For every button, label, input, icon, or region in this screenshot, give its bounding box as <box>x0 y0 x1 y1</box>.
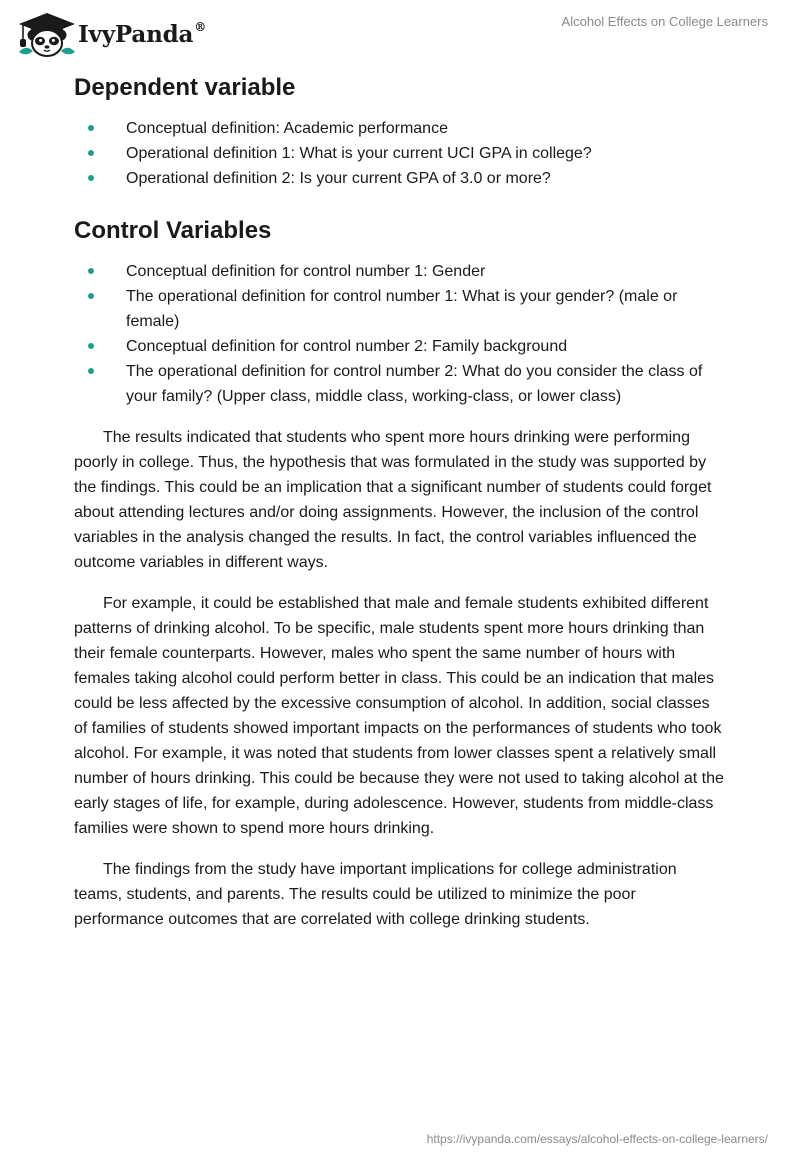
list-item-text: Conceptual definition for control number 1: Gender <box>126 263 486 280</box>
bullet-dot-icon <box>88 368 94 374</box>
list-item-text: Operational definition 2: Is your current GPA of 3.0 or more? <box>126 170 551 187</box>
ivypanda-logo[interactable] <box>14 8 206 58</box>
list-item-text: The operational definition for control number 1: What is your gender? (male or female) <box>126 288 678 330</box>
paragraph-implications: The findings from the study have important implications for college administration teams, students, and parents. The results could be utilized to minimize the poor performance outcomes that are correlated with college drinking students. <box>74 861 677 928</box>
bullet-dot-icon <box>88 343 94 349</box>
section-heading-control-variables: Control Variables <box>74 217 272 244</box>
list-item-text: The operational definition for control number 2: What do you consider the class of your family? (Upper class, middle class, working-class, or lower class) <box>126 363 703 405</box>
bullet-dot-icon <box>88 150 94 156</box>
list-item <box>74 334 724 359</box>
dependent-variable-list <box>74 116 724 191</box>
paragraph-example: For example, it could be established that male and female students exhibited different patterns of drinking alcohol. To be specific, male students spent more hours drinking than their female counterparts. However, males who spent the same number of hours with females taking alcohol could perform better in class. This could be an indication that males could be less affected by the excessive consumption of alcohol. In addition, social classes of families of students showed important impacts on the performances of students who took alcohol. For example, it was noted that students from lower classes spent a relatively small number of hours drinking. This could be because they were not used to taking alcohol at the early stages of life, for example, during adolescence. However, students from middle-class families were shown to spend more hours drinking. <box>74 595 724 837</box>
list-item <box>74 141 724 166</box>
graduation-panda-icon <box>14 8 76 58</box>
list-item <box>74 166 724 191</box>
list-item-text: Conceptual definition: Academic performance <box>126 120 448 137</box>
list-item <box>74 116 724 141</box>
list-item-text: Operational definition 1: What is your current UCI GPA in college? <box>126 145 592 162</box>
page-header <box>0 0 800 64</box>
bullet-dot-icon <box>88 175 94 181</box>
control-variables-list <box>74 259 724 409</box>
list-item <box>74 359 724 409</box>
list-item <box>74 284 724 334</box>
bullet-dot-icon <box>88 293 94 299</box>
document-body <box>74 72 724 932</box>
bullet-dot-icon <box>88 268 94 274</box>
brand-name: IvyPanda® <box>78 19 206 48</box>
section-heading-dependent-variable: Dependent variable <box>74 74 296 101</box>
registered-mark: ® <box>194 19 206 34</box>
source-url[interactable]: https://ivypanda.com/essays/alcohol-effects-on-college-learners/ <box>426 1132 768 1146</box>
bullet-dot-icon <box>88 125 94 131</box>
list-item <box>74 259 724 284</box>
list-item-text: Conceptual definition for control number 2: Family background <box>126 338 568 355</box>
paragraph-results: The results indicated that students who spent more hours drinking were performing poorly in college. Thus, the hypothesis that was formulated in the study was supported by the findings. This could be an implication that a significant number of students could forget about attending lectures and/or doing assignments. However, the inclusion of the control variables in the analysis changed the results. In fact, the control variables influenced the outcome variables in different ways. <box>74 429 712 571</box>
running-title: Alcohol Effects on College Learners <box>561 14 768 29</box>
